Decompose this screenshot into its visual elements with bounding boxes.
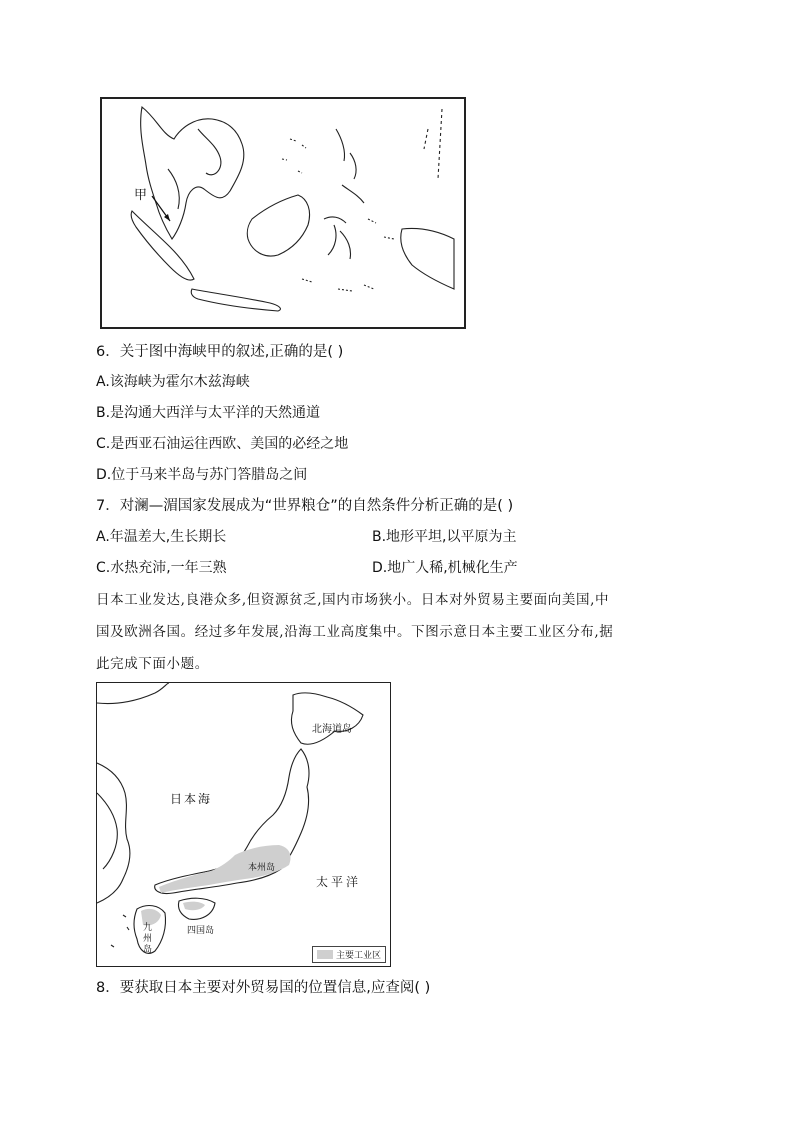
q7-stem: 7．对澜—湄国家发展成为“世界粮仓”的自然条件分析正确的是( ) [96,498,514,514]
passage-line-2: 国及欧洲各国。经过多年发展,沿海工业高度集中。下图示意日本主要工业区分布,据 [96,624,614,640]
q6-option-c: C.是西亚石油运往西欧、美国的必经之地 [96,436,349,452]
industrial-belt-shikoku [183,902,205,911]
kyushu-label: 九州岛 [143,923,153,955]
q7-option-a: A.年温差大,生长期长 [96,529,227,545]
honshu-label: 本州岛 [248,863,276,873]
shikoku-label: 四国岛 [187,926,215,936]
strait-jia-label: 甲 [134,188,148,203]
japan-industry-map [96,682,391,967]
passage-line-3: 此完成下面小题。 [96,656,209,672]
q7-option-b: B.地形平坦,以平原为主 [372,529,517,545]
q6-stem: 6．关于图中海峡甲的叙述,正确的是( ) [96,344,344,360]
sea-of-japan-label: 日本海 [170,792,213,806]
q8-stem: 8．要获取日本主要对外贸易国的位置信息,应查阅( ) [96,980,431,996]
q6-option-b: B.是沟通大西洋与太平洋的天然通道 [96,405,321,421]
map-legend [312,946,386,963]
southeast-asia-map-drawing [102,99,464,327]
legend-swatch [317,950,333,959]
passage [96,584,700,680]
passage-line-1: 日本工业发达,良港众多,但资源贫乏,国内市场狭小。日本对外贸易主要面向美国,中 [96,592,610,608]
q7-option-d: D.地广人稀,机械化生产 [372,560,518,576]
q6-option-d: D.位于马来半岛与苏门答腊岛之间 [96,467,308,483]
pacific-label: 太平洋 [316,875,362,889]
hokkaido-label: 北海道岛 [312,724,352,735]
southeast-asia-map [100,97,466,329]
legend-label: 主要工业区 [335,951,381,961]
q6-option-a: A.该海峡为霍尔木兹海峡 [96,374,250,390]
q7-option-c: C.水热充沛,一年三熟 [96,560,227,576]
